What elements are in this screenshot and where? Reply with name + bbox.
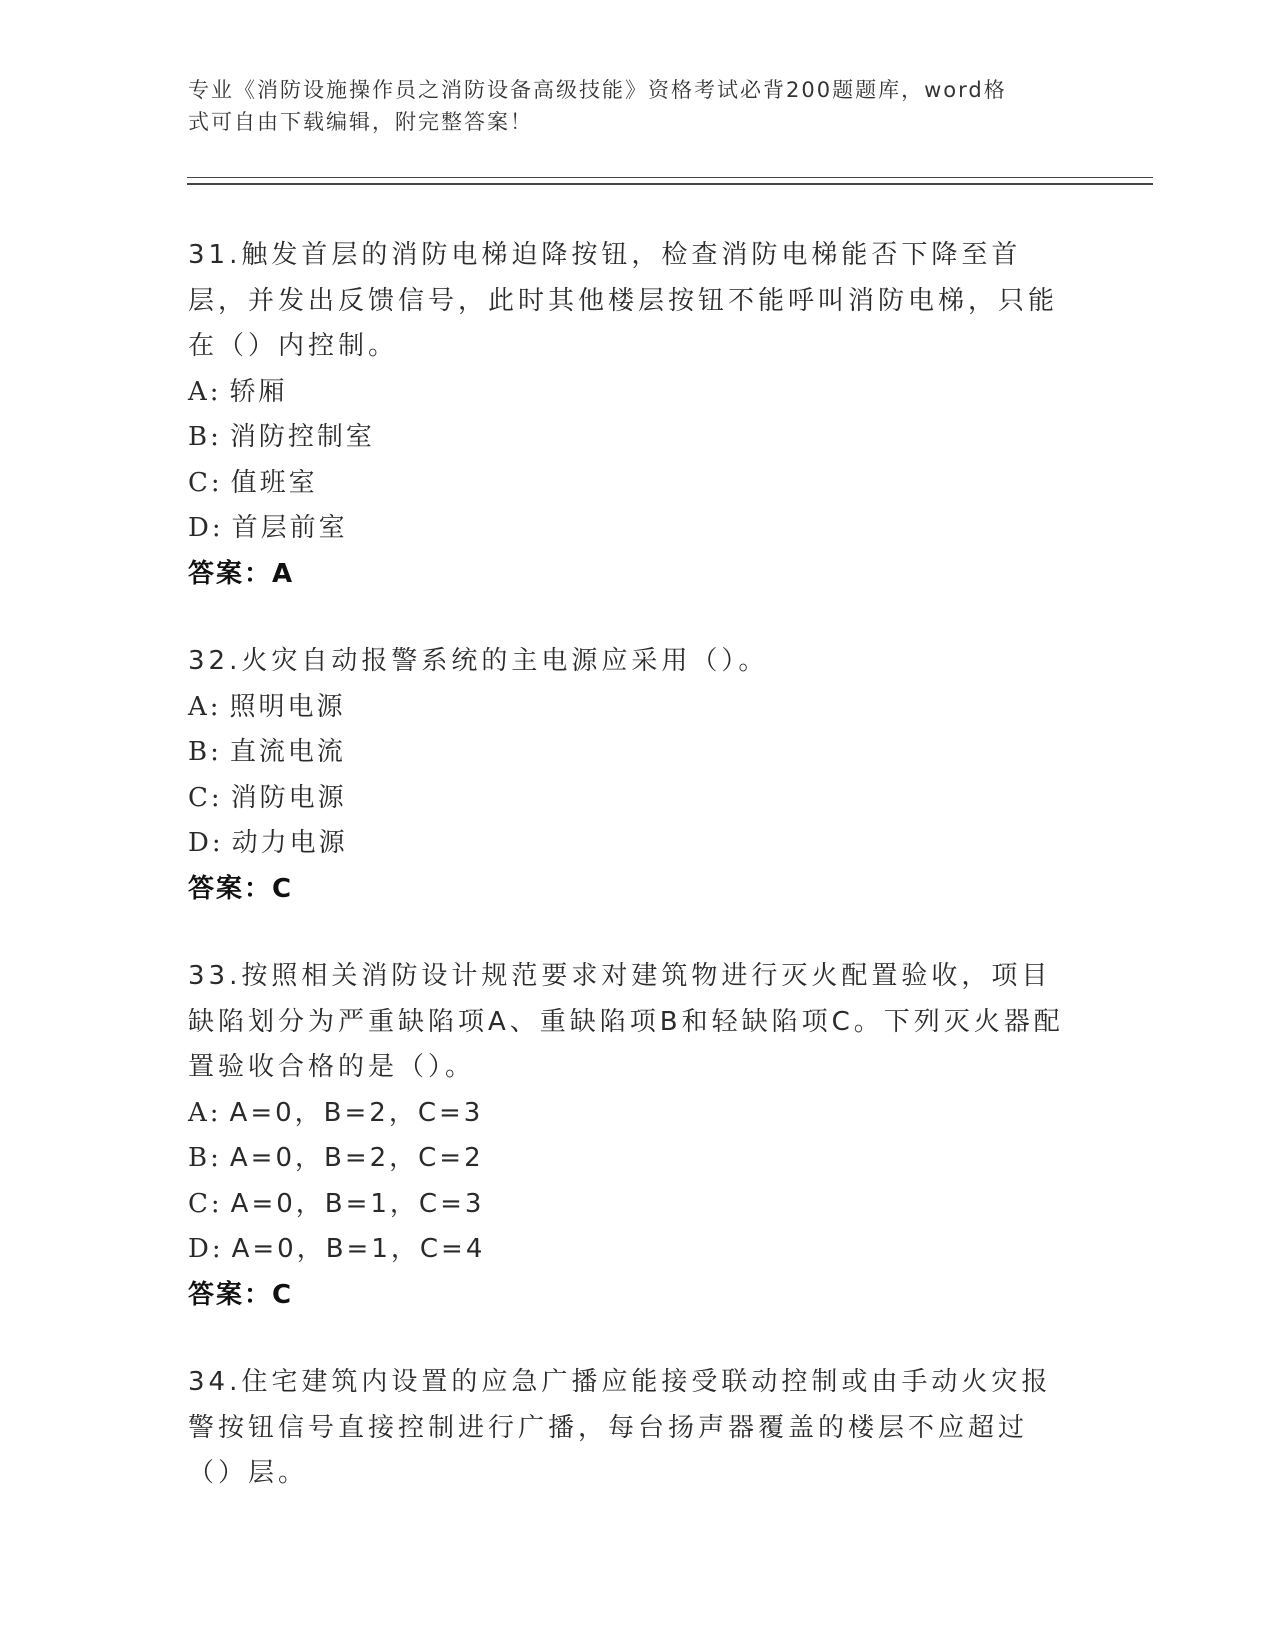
question-33 [188,954,1068,1318]
option-key: C: [188,782,223,813]
question-stem: 32.火灾自动报警系统的主电源应采用（）。 [188,646,769,676]
option-a [188,1091,1068,1137]
option-a [188,685,1068,731]
option-c [188,776,1068,822]
option-key: A: [188,691,222,722]
option-text: A=0，B=2，C=2 [229,1143,484,1173]
option-text: 消防电源 [230,782,347,813]
option-text: 值班室 [230,467,318,498]
question-stem: 33.按照相关消防设计规范要求对建筑物进行灭火配置验收，项目缺陷划分为严重缺陷项A、重缺陷项B和轻缺陷项C。下列灭火器配置验收合格的是（）。 [188,961,1064,1082]
option-d [188,1227,1068,1273]
option-d [188,506,1068,552]
option-text: 轿厢 [229,376,288,407]
question-34 [188,1360,1068,1497]
option-text: 动力电源 [231,828,348,858]
question-31 [188,233,1068,597]
option-c [188,461,1068,507]
option-key: D: [188,1234,224,1264]
option-d [188,821,1068,867]
document-header [188,74,1068,138]
option-b [188,730,1068,776]
question-stem: 34.住宅建筑内设置的应急广播应能接受联动控制或由手动火灾报警按钮信号直接控制进行广播，每台扬声器覆盖的楼层不应超过（）层。 [188,1367,1052,1488]
option-text: A=0，B=1，C=4 [231,1234,486,1264]
option-b [188,1136,1068,1182]
option-text: 首层前室 [231,513,348,543]
option-key: D: [188,513,224,543]
header-line-1: 专业《消防设施操作员之消防设备高级技能》资格考试必背200题题库，word格 [188,78,1007,102]
option-list [188,1091,1068,1273]
option-key: C: [188,467,223,498]
answer-line: 答案：C [188,873,294,904]
option-c [188,1182,1068,1228]
option-key: A: [188,376,222,407]
option-key: B: [188,1143,222,1173]
option-list [188,370,1068,552]
option-text: A=0，B=1，C=3 [230,1188,485,1219]
option-b [188,415,1068,461]
answer-line: 答案：A [188,558,295,589]
option-key: A: [188,1097,222,1128]
answer-line: 答案：C [188,1279,294,1310]
option-key: B: [188,737,222,767]
option-key: B: [188,422,222,452]
option-key: C: [188,1188,223,1219]
option-text: 直流电流 [229,737,346,767]
header-divider [187,177,1153,185]
option-text: A=0，B=2，C=3 [229,1097,484,1128]
option-text: 照明电源 [229,691,346,722]
question-list [188,233,1068,1539]
option-a [188,370,1068,416]
question-stem: 31.触发首层的消防电梯迫降按钮，检查消防电梯能否下降至首层，并发出反馈信号，此时其他楼层按钮不能呼叫消防电梯，只能在（）内控制。 [188,240,1059,361]
question-32 [188,639,1068,912]
header-line-2: 式可自由下载编辑，附完整答案！ [188,110,533,134]
option-text: 消防控制室 [229,422,375,452]
option-key: D: [188,828,224,858]
option-list [188,685,1068,867]
